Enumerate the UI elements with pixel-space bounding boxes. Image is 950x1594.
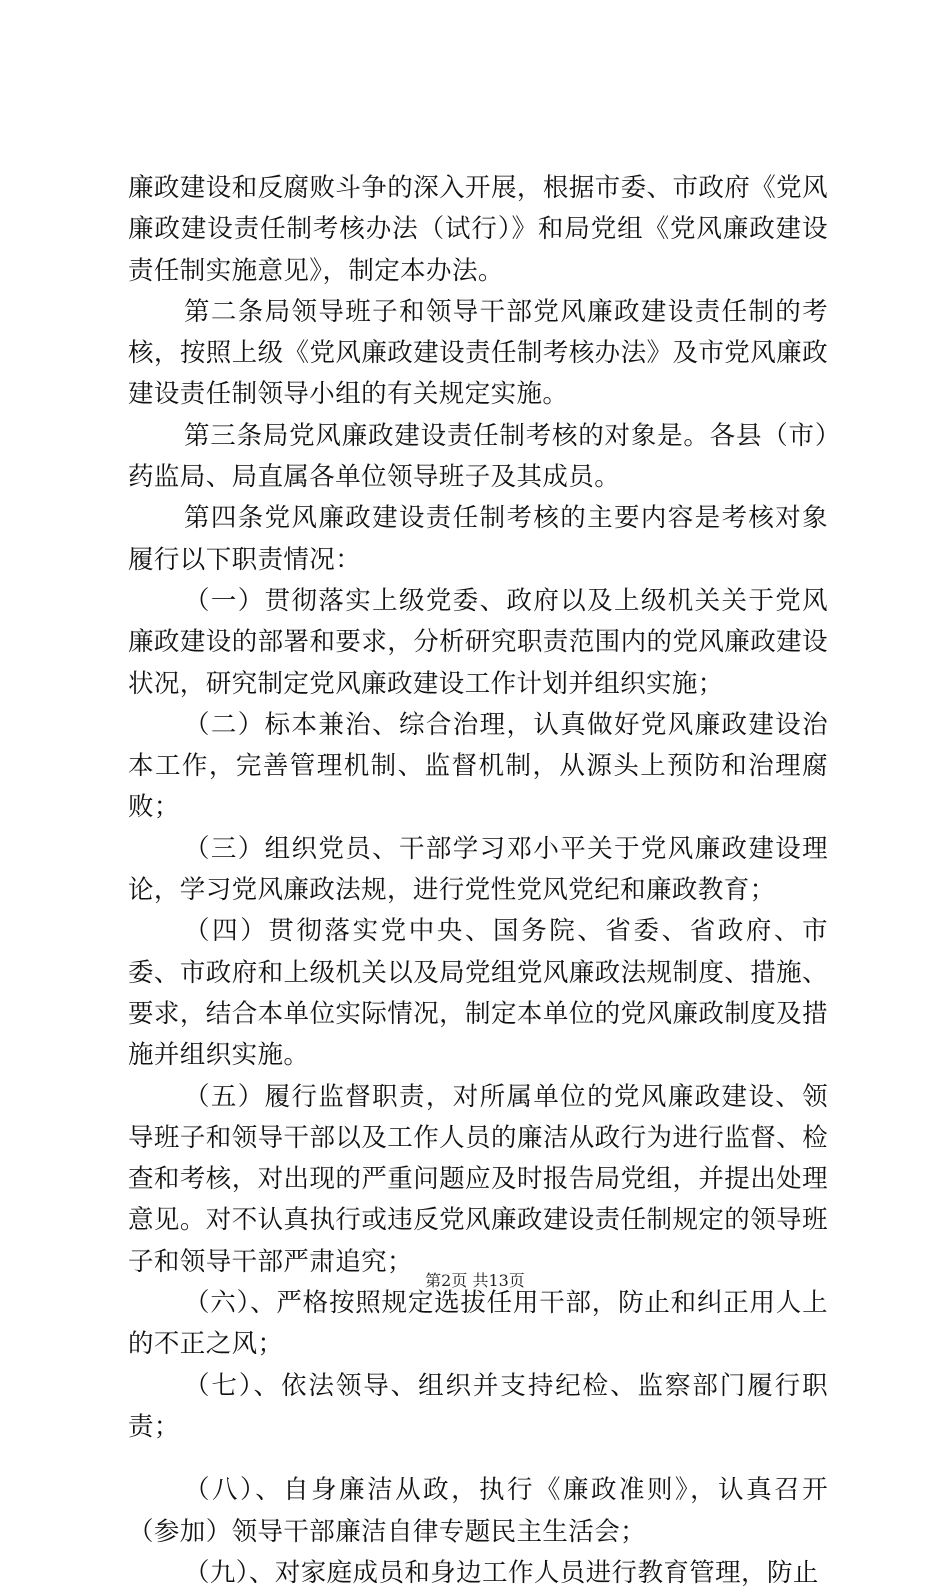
paragraph-item-3: （三）组织党员、干部学习邓小平关于党风廉政建设理论，学习党风廉政法规，进行党性党风党纪和廉政教育；	[128, 833, 828, 906]
paragraph-item-9: （九）、对家庭成员和身边工作人员进行教育管理，防止	[184, 1557, 819, 1588]
paragraph-item-7: （七）、依法领导、组织并支持纪检、监察部门履行职责；	[128, 1370, 828, 1442]
paragraph-item-2: （二）标本兼治、综合治理，认真做好党风廉政建设治本工作，完善管理机制、监督机制，从源头上预防和治理腐败；	[128, 709, 828, 823]
paragraph-item-4: （四）贯彻落实党中央、国务院、省委、省政府、市委、市政府和上级机关以及局党组党风廉政法规制度、措施、要求，结合本单位实际情况，制定本单位的党风廉政制度及措施并组织实施。	[128, 916, 828, 1071]
body-text	[128, 168, 828, 1594]
paragraph-intro-continued: 廉政建设和反腐败斗争的深入开展，根据市委、市政府《党风廉政建设责任制考核办法（试行）》和局党组《党风廉政建设责任制实施意见》，制定本办法。	[128, 173, 828, 286]
paragraph-item-6: （六）、严格按照规定选拔任用干部，防止和纠正用人上的不正之风；	[128, 1288, 828, 1360]
page-footer: 第2页 共13页	[425, 1271, 525, 1290]
paragraph-gap	[128, 1448, 828, 1470]
paragraph-article-4: 第四条党风廉政建设责任制考核的主要内容是考核对象履行以下职责情况：	[128, 503, 828, 575]
paragraph-item-5: （五）履行监督职责，对所属单位的党风廉政建设、领导班子和领导干部以及工作人员的廉洁从政行为进行监督、检查和考核，对出现的严重问题应及时报告局党组，并提出处理意见。对不认真执行或违反党风廉政建设责任制规定的领导班子和领导干部严肃追究；	[128, 1081, 828, 1277]
paragraph-article-2: 第二条局领导班子和领导干部党风廉政建设责任制的考核，按照上级《党风廉政建设责任制考核办法》及市党风廉政建设责任制领导小组的有关规定实施。	[128, 296, 828, 410]
paragraph-item-1: （一）贯彻落实上级党委、政府以及上级机关关于党风廉政建设的部署和要求，分析研究职责范围内的党风廉政建设状况，研究制定党风廉政建设工作计划并组织实施；	[128, 585, 828, 699]
paragraph-item-8: （八）、自身廉洁从政，执行《廉政准则》，认真召开（参加）领导干部廉洁自律专题民主生活会；	[128, 1475, 828, 1547]
paragraph-article-3: 第三条局党风廉政建设责任制考核的对象是。各县（市）药监局、局直属各单位领导班子及其成员。	[128, 420, 828, 493]
